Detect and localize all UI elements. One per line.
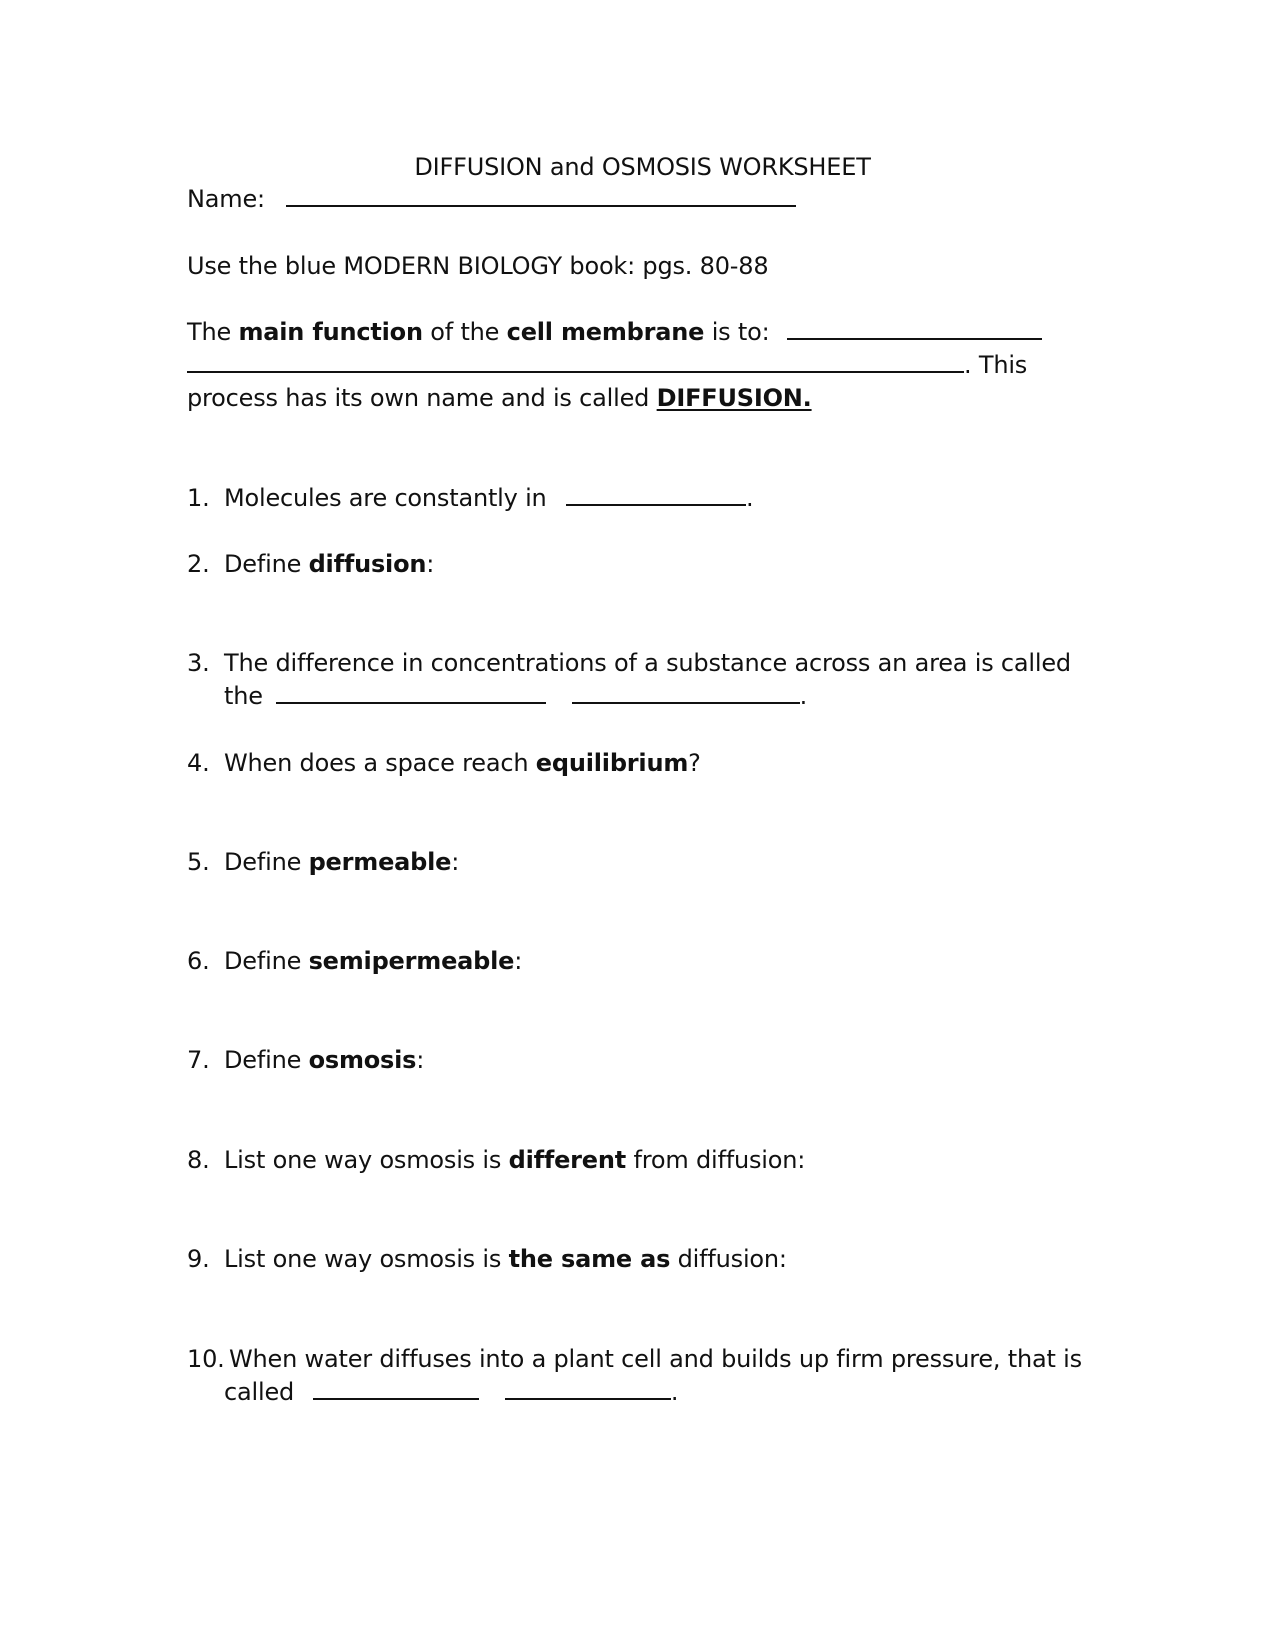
book-instruction: Use the blue MODERN BIOLOGY book: pgs. 80-88 xyxy=(187,252,769,280)
intro-line-1: The main function of the cell membrane is to: xyxy=(187,316,1042,348)
question-3: 3. The difference in concentrations of a substance across an area is called xyxy=(187,649,1071,677)
question-4: 4. When does a space reach equilibrium? xyxy=(187,749,701,777)
question-6: 6. Define semipermeable: xyxy=(187,947,523,975)
q3-answer-field-2[interactable] xyxy=(572,680,800,704)
name-row xyxy=(187,183,796,215)
q10-answer-field-1[interactable] xyxy=(313,1376,479,1400)
name-label: Name: xyxy=(187,185,265,213)
q1-answer-field[interactable] xyxy=(566,482,746,506)
question-1: 1. Molecules are constantly in . xyxy=(187,484,754,512)
name-field[interactable] xyxy=(286,183,796,207)
intro-line-3: process has its own name and is called DIFFUSION. xyxy=(187,384,812,412)
question-10-continued: called . xyxy=(224,1378,679,1406)
q10-answer-field-2[interactable] xyxy=(505,1376,671,1400)
question-3-continued: the . xyxy=(224,682,808,710)
question-9: 9. List one way osmosis is the same as diffusion: xyxy=(187,1245,787,1273)
q3-answer-field-1[interactable] xyxy=(276,680,546,704)
question-8: 8. List one way osmosis is different from diffusion: xyxy=(187,1146,806,1174)
page-title: DIFFUSION and OSMOSIS WORKSHEET xyxy=(414,153,871,181)
membrane-function-field-2[interactable] xyxy=(187,349,964,373)
question-10: 10. When water diffuses into a plant cell and builds up firm pressure, that is xyxy=(187,1345,1082,1373)
membrane-function-field-1[interactable] xyxy=(787,316,1042,340)
question-7: 7. Define osmosis: xyxy=(187,1046,425,1074)
intro-line-2: . This xyxy=(187,349,1027,381)
question-2: 2. Define diffusion: xyxy=(187,550,435,578)
question-5: 5. Define permeable: xyxy=(187,848,460,876)
diffusion-term: DIFFUSION. xyxy=(656,384,812,412)
